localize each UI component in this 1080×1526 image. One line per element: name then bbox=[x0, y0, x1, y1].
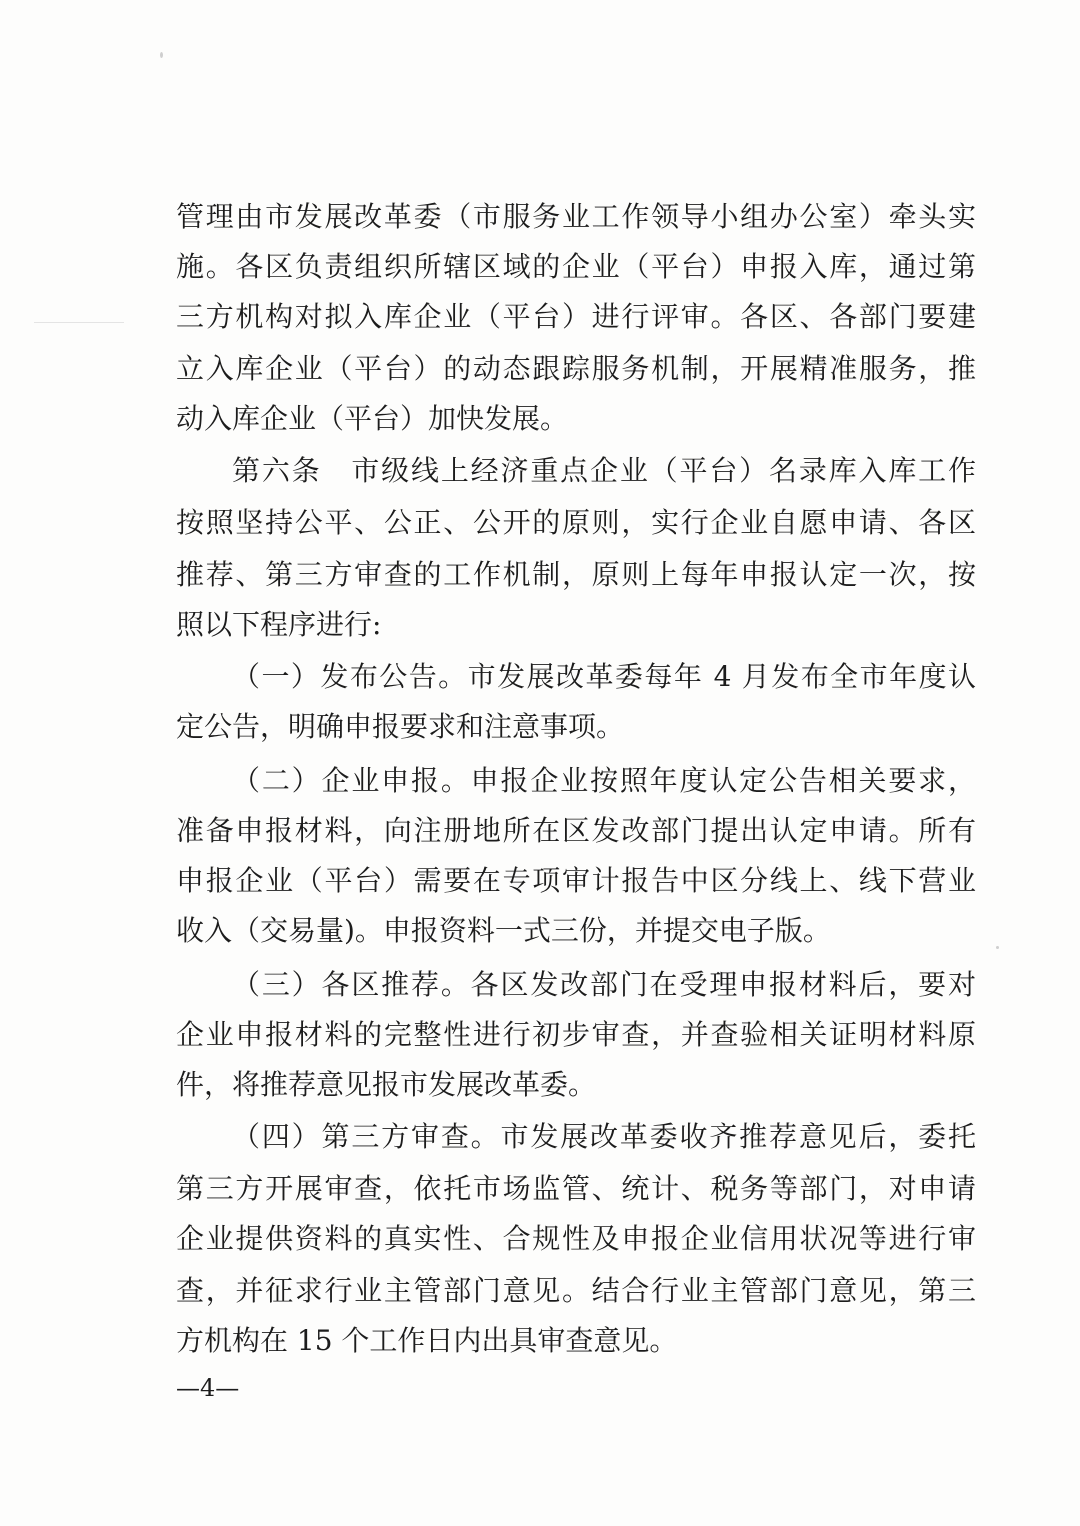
paragraph-1-line-1: 管理由市发展改革委（市服务业工作领导小组办公室）牵头实 bbox=[176, 200, 976, 233]
step-2-line-3: 申报企业（平台）需要在专项审计报告中区分线上、线下营业 bbox=[176, 864, 976, 897]
article-6-line-3: 推荐、第三方审查的工作机制，原则上每年申报认定一次，按 bbox=[176, 558, 976, 591]
step-4-line-1: （四）第三方审查。市发展改革委收齐推荐意见后，委托 bbox=[232, 1120, 976, 1153]
paragraph-1-line-3: 三方机构对拟入库企业（平台）进行评审。各区、各部门要建 bbox=[176, 300, 976, 333]
step-2-line-2: 准备申报材料，向注册地所在区发改部门提出认定申请。所有 bbox=[176, 814, 976, 847]
step-3-line-3: 件，将推荐意见报市发展改革委。 bbox=[176, 1068, 597, 1101]
paragraph-1-line-2: 施。各区负责组织所辖区域的企业（平台）申报入库，通过第 bbox=[176, 250, 976, 283]
paragraph-1-line-5: 动入库企业（平台）加快发展。 bbox=[176, 402, 569, 435]
article-6-line-1: 第六条 市级线上经济重点企业（平台）名录库入库工作 bbox=[232, 454, 976, 487]
step-4-line-2: 第三方开展审查，依托市场监管、统计、税务等部门，对申请 bbox=[176, 1172, 976, 1205]
paragraph-1-line-4: 立入库企业（平台）的动态跟踪服务机制，开展精准服务，推 bbox=[176, 352, 976, 385]
article-6-line-4: 照以下程序进行: bbox=[176, 608, 382, 641]
step-2-line-4: 收入（交易量)。申报资料一式三份，并提交电子版。 bbox=[176, 914, 831, 947]
step-1-line-2: 定公告，明确申报要求和注意事项。 bbox=[176, 710, 625, 743]
step-3-line-1: （三）各区推荐。各区发改部门在受理申报材料后，要对 bbox=[232, 968, 976, 1001]
step-2-line-1: （二）企业申报。申报企业按照年度认定公告相关要求， bbox=[232, 764, 976, 797]
step-1-line-1: （一）发布公告。市发展改革委每年 4 月发布全市年度认 bbox=[232, 660, 976, 693]
article-6-line-2: 按照坚持公平、公正、公开的原则，实行企业自愿申请、各区 bbox=[176, 506, 976, 539]
scan-streak bbox=[34, 322, 124, 323]
page-number: —4— bbox=[176, 1374, 240, 1402]
step-4-line-4: 查，并征求行业主管部门意见。结合行业主管部门意见，第三 bbox=[176, 1274, 976, 1307]
step-4-line-5: 方机构在 15 个工作日内出具审查意见。 bbox=[176, 1324, 678, 1357]
scan-speck bbox=[996, 946, 999, 949]
scan-speck bbox=[160, 52, 163, 58]
step-3-line-2: 企业申报材料的完整性进行初步审查，并查验相关证明材料原 bbox=[176, 1018, 976, 1051]
step-4-line-3: 企业提供资料的真实性、合规性及申报企业信用状况等进行审 bbox=[176, 1222, 976, 1255]
